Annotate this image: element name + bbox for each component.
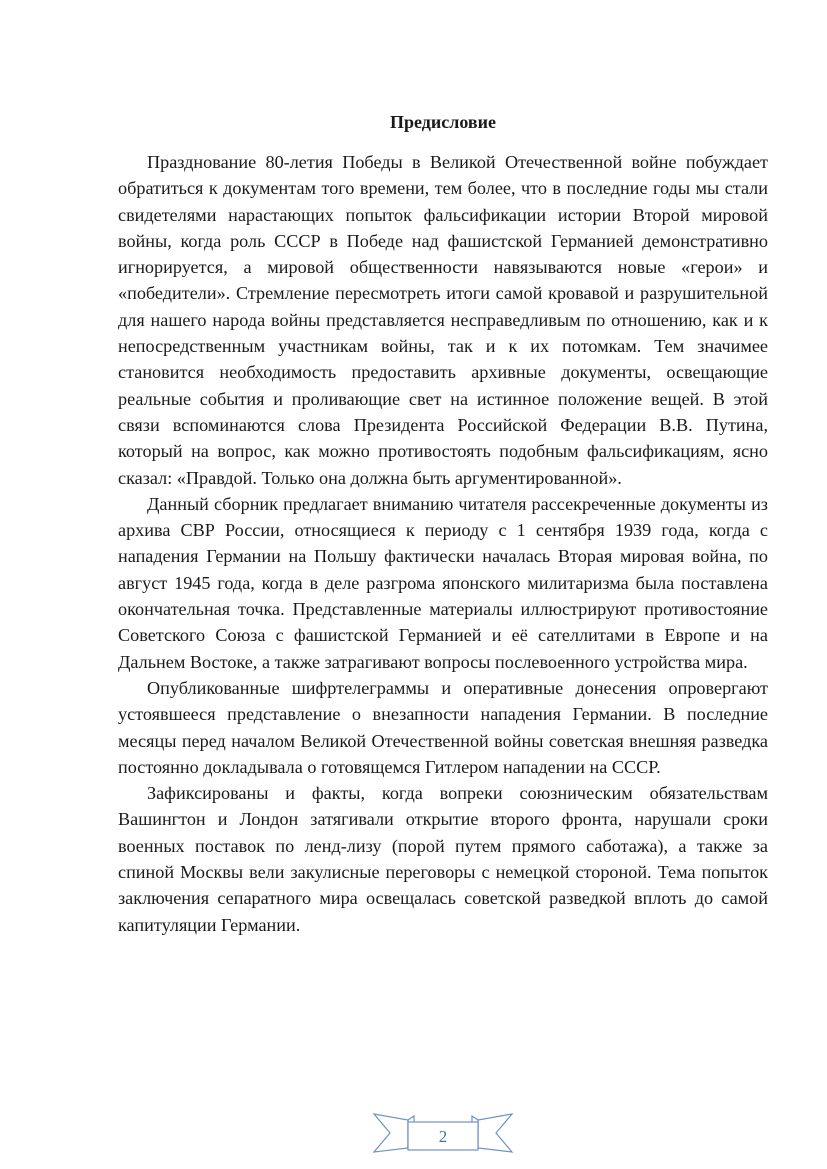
page-title: Предисловие [390, 112, 496, 132]
paragraph: Празднование 80-летия Победы в Великой Отечественной войне побуждает обратиться к документам того времени, тем более, что в последние годы мы стали свидетелями нарастающих попыток фальсификации истории Второй мировой войны, когда роль СССР в Победе над фашистской Германией демонстративно игнорируется, а мировой общественности навязываются новые «герои» и «победители». Стремление пересмотреть итоги самой кровавой и разрушительной для нашего народа войны представляется несправедливым по отношению, как и к непосредственным участникам войны, так и к их потомкам. Тем значимее становится необходимость предоставить архивные документы, освещающие реальные события и проливающие свет на истинное положение вещей. В этой связи вспоминаются слова Президента Российской Федерации В.В. Путина, который на вопрос, как можно противостоять подобным фальсификациям, ясно сказал: «Правдой. Только она должна быть аргументированной». [118, 152, 768, 488]
body-text [118, 149, 768, 938]
paragraph: Опубликованные шифртелеграммы и оперативные донесения опровергают устоявшееся представление о внезапности нападения Германии. В последние месяцы перед началом Великой Отечественной войны советская внешняя разведка постоянно докладывала о готовящемся Гитлером нападении на СССР. [118, 677, 768, 777]
paragraph: Зафиксированы и факты, когда вопреки союзническим обязательствам Вашингтон и Лондон затягивали открытие второго фронта, нарушали сроки военных поставок по ленд-лизу (порой путем прямого саботажа), а также за спиной Москвы вели закулисные переговоры с немецкой стороной. Тема попыток заключения сепаратного мира освещалась советской разведкой вплоть до самой капитуляции Германии. [118, 783, 768, 935]
paragraph: Данный сборник предлагает вниманию читателя рассекреченные документы из архива СВР России, относящиеся к периоду с 1 сентября 1939 года, когда с нападения Германии на Польшу фактически началась Вторая мировая война, по август 1945 года, когда в деле разгрома японского милитаризма была поставлена окончательная точка. Представленные материалы иллюстрируют противостояние Советского Союза с фашистской Германией и её сателлитами в Европе и на Дальнем Востоке, а также затрагивают вопросы послевоенного устройства мира. [118, 493, 768, 672]
page-number: 2 [438, 1127, 448, 1146]
